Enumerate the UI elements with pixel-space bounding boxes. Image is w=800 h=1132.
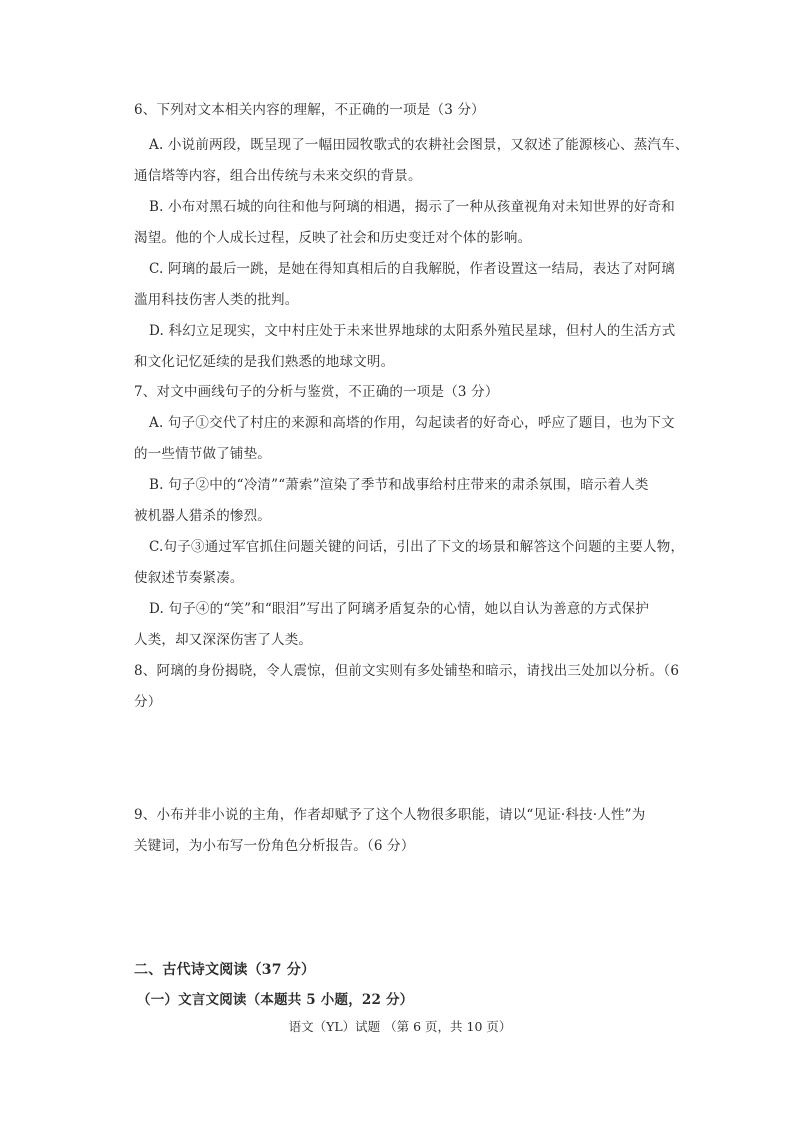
q7-option-d-line2: 人类，却又深深伤害了人类。: [134, 632, 313, 648]
q6-option-d-line2: 和文化记忆延续的是我们熟悉的地球文明。: [134, 354, 395, 370]
question-9-line2: 关键词，为小布写一份角色分析报告。（6 分）: [134, 838, 415, 854]
subsection-title: （一）文言文阅读（本题共 5 小题，22 分）: [137, 992, 414, 1008]
q7-option-c-line1: C.句子③通过军官抓住问题关键的问话，引出了下文的场景和解答这个问题的主要人物，: [149, 539, 685, 555]
section-title: 二、古代诗文阅读（37 分）: [134, 962, 316, 978]
question-6-stem: 6、下列对文本相关内容的理解，不正确的一项是（3 分）: [134, 102, 485, 118]
q7-option-d-line1: D. 句子④的“笑”和“眼泪”写出了阿璃矛盾复杂的心情，她以自认为善意的方式保护: [149, 601, 650, 617]
q6-option-b-line1: B. 小布对黑石城的向往和他与阿璃的相遇，揭示了一种从孩童视角对未知世界的好奇和: [149, 199, 676, 215]
question-7-stem: 7、对文中画线句子的分析与鉴赏，不正确的一项是（3 分）: [134, 384, 499, 400]
q6-option-a-line1: A. 小说前两段，既呈现了一幅田园牧歌式的农耕社会图景，又叙述了能源核心、蒸汽车、: [149, 137, 689, 153]
page-footer: 语文（YL）试题 （第 6 页，共 10 页）: [288, 1019, 512, 1034]
q6-option-b-line2: 渴望。他的个人成长过程，反映了社会和历史变迁对个体的影响。: [134, 230, 532, 246]
question-8-line2: 分）: [134, 694, 162, 710]
q7-option-b-line2: 被机器人猎杀的惨烈。: [134, 508, 271, 524]
q7-option-a-line2: 的一些情节做了铺垫。: [134, 446, 271, 462]
q7-option-c-line2: 使叙述节奏紧凑。: [134, 570, 244, 586]
question-9-line1: 9、小布并非小说的主角，作者却赋予了这个人物很多职能，请以“见证·科技·人性”为: [134, 807, 646, 823]
q7-option-b-line1: B. 句子②中的“冷清”“萧索”渲染了季节和战事给村庄带来的肃杀氛围，暗示着人类: [149, 477, 649, 493]
question-8-line1: 8、阿璃的身份揭晓，令人震惊，但前文实则有多处铺垫和暗示，请找出三处加以分析。（6: [134, 663, 680, 679]
q6-option-c-line1: C. 阿璃的最后一跳，是她在得知真相后的自我解脱，作者设置这一结局，表达了对阿璃: [149, 261, 675, 277]
q7-option-a-line1: A. 句子①交代了村庄的来源和高塔的作用，勾起读者的好奇心，呼应了题目，也为下文: [149, 415, 675, 431]
q6-option-c-line2: 滥用科技伤害人类的批判。: [134, 292, 299, 308]
q6-option-a-line2: 通信塔等内容，组合出传统与未来交织的背景。: [134, 168, 422, 184]
q6-option-d-line1: D. 科幻立足现实，文中村庄处于未来世界地球的太阳系外殖民星球，但村人的生活方式: [149, 323, 676, 339]
